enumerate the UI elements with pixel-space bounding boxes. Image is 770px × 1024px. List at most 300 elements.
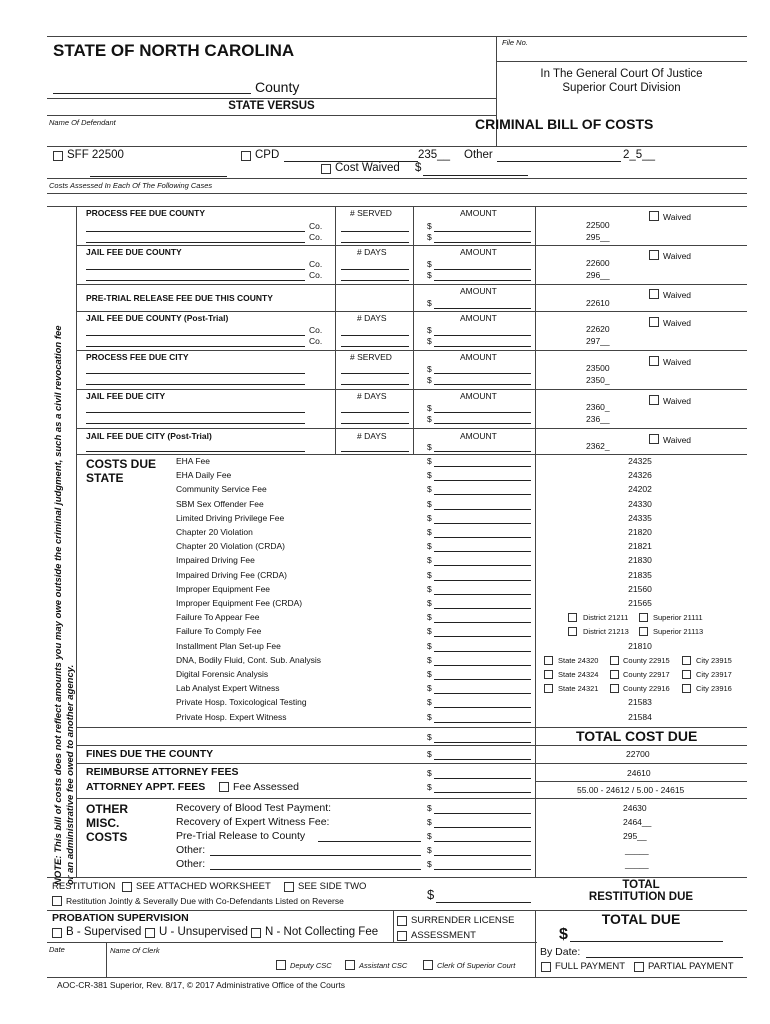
- pretrial-release-label: Pre-Trial Release to County: [176, 830, 306, 842]
- dollar-sign: $: [427, 498, 432, 509]
- fee-code: 236__: [586, 414, 610, 424]
- dollar-sign: $: [427, 221, 432, 231]
- full-payment-label: FULL PAYMENT: [555, 961, 626, 972]
- state-cost-amount-input[interactable]: [434, 494, 531, 495]
- date-label: Date: [49, 945, 65, 954]
- total-due-divider: [535, 910, 536, 977]
- state-cost-code: 24325: [628, 456, 652, 466]
- dollar-sign: $: [427, 414, 432, 424]
- total-cost-input[interactable]: [434, 742, 531, 743]
- dna-state-checkbox[interactable]: [544, 656, 553, 665]
- served-header: # SERVED: [350, 208, 392, 218]
- state-cost-code: 21821: [628, 541, 652, 552]
- dollar-sign: $: [427, 654, 432, 665]
- fee-code: 22500: [586, 220, 610, 230]
- total-due-label: TOTAL DUE: [601, 911, 681, 927]
- dollar-sign: $: [427, 364, 432, 374]
- dollar-sign: $: [427, 803, 432, 813]
- state-cost-label: Failure To Comply Fee: [176, 626, 262, 637]
- dollar-sign: $: [427, 541, 432, 552]
- appt-fees-input[interactable]: [434, 792, 531, 793]
- state-cost-label: Failure To Appear Fee: [176, 612, 260, 623]
- court-line-2: Superior Court Division: [562, 82, 681, 94]
- lab-state-label: State 24321: [558, 684, 599, 693]
- process-city-title: PROCESS FEE DUE CITY: [86, 352, 189, 362]
- state-cost-code: 24326: [628, 470, 652, 481]
- days-input-1[interactable]: [341, 269, 409, 270]
- row-line: [76, 454, 747, 455]
- state-cost-amount-input[interactable]: [434, 509, 531, 510]
- sff-checkbox[interactable]: [53, 151, 63, 161]
- state-cost-amount-input[interactable]: [434, 523, 531, 524]
- fee-assessed-checkbox[interactable]: [219, 782, 229, 792]
- co-label: Co.: [309, 221, 323, 231]
- file-no-label: File No.: [502, 38, 528, 47]
- worksheet-label: SEE ATTACHED WORKSHEET: [136, 881, 271, 892]
- state-cost-code: 21810: [628, 640, 652, 651]
- unsupervised-label: U - Unsupervised: [159, 926, 248, 938]
- amount-header: AMOUNT: [460, 286, 497, 296]
- total-due-dollar: $: [559, 926, 568, 943]
- state-cost-code: 21583: [628, 697, 652, 708]
- served-input-2[interactable]: [341, 384, 409, 385]
- amount-input[interactable]: [434, 346, 531, 347]
- state-cost-label: Digital Forensic Analysis: [176, 669, 269, 679]
- state-cost-amount-input[interactable]: [434, 608, 531, 609]
- jail-city-post-input[interactable]: [86, 451, 305, 452]
- probation-title: PROBATION SUPERVISION: [52, 912, 189, 924]
- row-line: [47, 193, 747, 194]
- dollar-sign: $: [427, 232, 432, 242]
- by-date-label: By Date:: [540, 946, 581, 958]
- state-cost-amount-input[interactable]: [434, 480, 531, 481]
- lab-county-checkbox[interactable]: [610, 684, 619, 693]
- bottom-line: [47, 977, 747, 978]
- clerk-superior-checkbox[interactable]: [423, 960, 433, 970]
- digital-county-label: County 22917: [623, 670, 670, 679]
- state-cost-code: 21584: [628, 711, 652, 722]
- amount-header: AMOUNT: [460, 431, 497, 441]
- dollar-sign: $: [427, 325, 432, 335]
- waived-checkbox[interactable]: [649, 289, 659, 299]
- partial-payment-checkbox[interactable]: [634, 962, 644, 972]
- process-county-title: PROCESS FEE DUE COUNTY: [86, 208, 206, 218]
- fta-district-checkbox[interactable]: [568, 613, 577, 622]
- cost-waived-input[interactable]: [423, 175, 528, 176]
- fee-code: 22620: [586, 324, 610, 334]
- fee-code: 22610: [586, 298, 610, 308]
- state-cost-label: EHA Fee: [176, 456, 211, 466]
- fines-code: 22700: [626, 749, 650, 759]
- dollar-sign: $: [427, 845, 432, 855]
- state-title: STATE OF NORTH CAROLINA: [53, 41, 295, 60]
- cost-waived-checkbox[interactable]: [321, 164, 331, 174]
- lab-county-label: County 22916: [623, 684, 670, 693]
- dollar-sign: $: [427, 711, 432, 722]
- days-input-2[interactable]: [341, 346, 409, 347]
- unsupervised-checkbox[interactable]: [145, 928, 155, 938]
- surrender-checkbox[interactable]: [397, 916, 407, 926]
- amount-input[interactable]: [434, 231, 531, 232]
- dna-city-label: City 23915: [696, 656, 732, 665]
- other-2-code: _____: [625, 859, 649, 869]
- amount-input[interactable]: [434, 423, 531, 424]
- state-cost-label: Chapter 20 Violation (CRDA): [176, 541, 285, 552]
- full-payment-checkbox[interactable]: [541, 962, 551, 972]
- row-line: [76, 350, 747, 351]
- assessment-checkbox[interactable]: [397, 931, 407, 941]
- state-cost-label: Lab Analyst Expert Witness: [176, 683, 280, 694]
- supervised-checkbox[interactable]: [52, 928, 62, 938]
- jail-county-input-2[interactable]: [86, 280, 305, 281]
- waived-checkbox[interactable]: [649, 395, 659, 405]
- jail-county-title: JAIL FEE DUE COUNTY: [86, 247, 182, 257]
- state-cost-label: EHA Daily Fee: [176, 470, 232, 481]
- dollar-sign: $: [427, 512, 432, 523]
- other-1-desc-input[interactable]: [210, 855, 421, 856]
- jail-city-input-1[interactable]: [86, 412, 305, 413]
- clerk-superior-label: Clerk Of Superior Court: [437, 961, 516, 970]
- state-cost-amount-input[interactable]: [434, 565, 531, 566]
- dollar-sign: $: [427, 583, 432, 594]
- state-cost-amount-input[interactable]: [434, 722, 531, 723]
- waived-checkbox[interactable]: [649, 356, 659, 366]
- assistant-checkbox[interactable]: [345, 960, 355, 970]
- served-header: # SERVED: [350, 352, 392, 362]
- days-header: # DAYS: [357, 391, 387, 401]
- served-input-2[interactable]: [341, 242, 409, 243]
- state-cost-amount-input[interactable]: [434, 594, 531, 595]
- pretrial-release-input[interactable]: [434, 841, 531, 842]
- dollar-sign: $: [427, 442, 432, 452]
- dollar-sign: $: [427, 669, 432, 679]
- lab-city-label: City 23916: [696, 684, 732, 693]
- ftc-district-checkbox[interactable]: [568, 627, 577, 636]
- process-city-input-2[interactable]: [86, 384, 305, 385]
- jail-post-input-2[interactable]: [86, 346, 305, 347]
- defendant-label: Name Of Defendant: [49, 118, 116, 127]
- sff-input[interactable]: [90, 176, 227, 177]
- row-line: [76, 428, 747, 429]
- form-id: AOC-CR-381 Superior, Rev. 8/17, © 2017 Administrative Office of the Courts: [57, 980, 345, 990]
- deputy-label: Deputy CSC: [290, 961, 332, 970]
- dollar-sign: $: [427, 403, 432, 413]
- ftc-superior-label: Superior 21113: [653, 627, 704, 636]
- header-line: [47, 98, 496, 99]
- state-cost-label: Private Hosp. Toxicological Testing: [176, 697, 307, 708]
- header-line: [47, 115, 496, 116]
- total-due-input[interactable]: [570, 941, 723, 942]
- days-header: # DAYS: [357, 313, 387, 323]
- amount-header: AMOUNT: [460, 313, 497, 323]
- dollar-sign: $: [427, 683, 432, 694]
- row-line: [76, 745, 747, 746]
- row-line: [76, 284, 747, 285]
- state-cost-label: DNA, Bodily Fluid, Cont. Sub. Analysis: [176, 654, 322, 665]
- days-input-2[interactable]: [341, 423, 409, 424]
- surrender-label: SURRENDER LICENSE: [411, 915, 515, 926]
- co-label: Co.: [309, 232, 323, 242]
- row-line: [76, 311, 747, 312]
- pretrial-county-title: PRE-TRIAL RELEASE FEE DUE THIS COUNTY: [86, 293, 273, 303]
- not-collecting-label: N - Not Collecting Fee: [265, 926, 379, 938]
- dna-state-label: State 24320: [558, 656, 599, 665]
- amount-input[interactable]: [434, 412, 531, 413]
- fines-input[interactable]: [434, 759, 531, 760]
- code-column-divider: [535, 206, 536, 877]
- digital-state-label: State 24324: [558, 670, 599, 679]
- state-cost-amount-input[interactable]: [434, 636, 531, 637]
- cases-label: Costs Assessed In Each Of The Following Cases: [49, 181, 213, 190]
- waived-label: Waived: [663, 396, 692, 406]
- side-two-checkbox[interactable]: [284, 882, 294, 892]
- cpd-label: CPD: [255, 149, 280, 161]
- dollar-sign: $: [427, 859, 432, 869]
- appt-fees-label: ATTORNEY APPT. FEES: [86, 781, 206, 793]
- pretrial-release-county-input[interactable]: [318, 841, 421, 842]
- days-input-1[interactable]: [341, 412, 409, 413]
- state-cost-amount-input[interactable]: [434, 651, 531, 652]
- dollar-sign: $: [427, 259, 432, 269]
- waived-label: Waived: [663, 357, 692, 367]
- jail-county-input-1[interactable]: [86, 269, 305, 270]
- amount-input[interactable]: [434, 269, 531, 270]
- row-line: [76, 763, 747, 764]
- cpd-checkbox[interactable]: [241, 151, 251, 161]
- waived-label: Waived: [663, 212, 692, 222]
- sff-label: SFF 22500: [67, 149, 124, 161]
- county-label: County: [255, 79, 300, 95]
- deputy-checkbox[interactable]: [276, 960, 286, 970]
- blood-test-input[interactable]: [434, 813, 531, 814]
- expert-witness-label: Recovery of Expert Witness Fee:: [176, 816, 330, 828]
- fee-code: 296__: [586, 270, 610, 280]
- dollar-sign: $: [427, 456, 432, 466]
- dollar-sign: $: [427, 768, 432, 778]
- waived-checkbox[interactable]: [649, 211, 659, 221]
- dollar-sign: $: [427, 640, 432, 651]
- jointly-checkbox[interactable]: [52, 896, 62, 906]
- dollar-sign: $: [427, 732, 432, 742]
- other-2-desc-input[interactable]: [210, 869, 421, 870]
- waived-label: Waived: [663, 435, 692, 445]
- side-note: NOTE: This bill of costs does not reflect amounts you may owe outside the criminal judgment, such as a civil revocation fee or an administrative fee owed to another agency.: [53, 325, 76, 885]
- dna-county-checkbox[interactable]: [610, 656, 619, 665]
- dollar-sign: $: [427, 697, 432, 708]
- fta-superior-checkbox[interactable]: [639, 613, 648, 622]
- days-input-2[interactable]: [341, 280, 409, 281]
- fee-code: 2360_: [586, 402, 610, 412]
- amount-input[interactable]: [434, 242, 531, 243]
- served-input-1[interactable]: [341, 373, 409, 374]
- served-input-1[interactable]: [341, 231, 409, 232]
- top-border: [47, 36, 747, 37]
- row-line: [76, 245, 747, 246]
- row-line: [535, 781, 747, 782]
- fee-code: 297__: [586, 336, 610, 346]
- cpd-code: 235__: [418, 149, 450, 161]
- state-cost-code: 21835: [628, 569, 652, 580]
- co-label: Co.: [309, 270, 323, 280]
- partial-payment-label: PARTIAL PAYMENT: [648, 961, 734, 972]
- dollar-sign: $: [427, 598, 432, 608]
- state-cost-code: 21560: [628, 583, 652, 594]
- fta-district-label: District 21211: [583, 613, 629, 622]
- days-header: # DAYS: [357, 247, 387, 257]
- other-input[interactable]: [497, 161, 621, 162]
- header-bottom: [47, 146, 747, 147]
- dollar-sign: $: [427, 298, 432, 308]
- amount-input[interactable]: [434, 384, 531, 385]
- amount-input[interactable]: [434, 280, 531, 281]
- digital-state-checkbox[interactable]: [544, 670, 553, 679]
- state-cost-label: Chapter 20 Violation: [176, 527, 253, 537]
- table-bottom: [47, 877, 747, 878]
- dna-county-label: County 22915: [623, 656, 670, 665]
- state-cost-amount-input[interactable]: [434, 707, 531, 708]
- not-collecting-checkbox[interactable]: [251, 928, 261, 938]
- amount-input[interactable]: [434, 373, 531, 374]
- state-cost-label: Limited Driving Privilege Fee: [176, 512, 285, 523]
- jail-post-input-1[interactable]: [86, 335, 305, 336]
- other-2-input[interactable]: [434, 869, 531, 870]
- state-cost-label: Installment Plan Set-up Fee: [176, 640, 281, 651]
- process-county-input-1[interactable]: [86, 231, 305, 232]
- dollar-sign: $: [427, 270, 432, 280]
- cost-waived-label: Cost Waived: [335, 162, 400, 174]
- fee-code: 22600: [586, 258, 610, 268]
- amount-header: AMOUNT: [460, 208, 497, 218]
- dollar-sign: $: [427, 375, 432, 385]
- dollar-sign: $: [427, 470, 432, 481]
- supervised-label: B - Supervised: [66, 926, 142, 938]
- row-line: [76, 389, 747, 390]
- by-date-input[interactable]: [586, 957, 743, 958]
- waived-checkbox[interactable]: [649, 317, 659, 327]
- ftc-superior-checkbox[interactable]: [639, 627, 648, 636]
- other-1-label: Other:: [176, 844, 206, 856]
- dollar-sign: $: [427, 626, 432, 637]
- dollar-sign: $: [427, 569, 432, 580]
- state-cost-label: SBM Sex Offender Fee: [176, 498, 264, 509]
- digital-city-checkbox[interactable]: [682, 670, 691, 679]
- expert-witness-input[interactable]: [434, 827, 531, 828]
- other-1-code: _____: [625, 845, 649, 855]
- row-line: [76, 798, 747, 799]
- dollar-sign: $: [427, 612, 432, 623]
- days-header: # DAYS: [357, 431, 387, 441]
- worksheet-checkbox[interactable]: [122, 882, 132, 892]
- amount-input[interactable]: [434, 308, 531, 309]
- days-input-1[interactable]: [341, 335, 409, 336]
- restitution-total-label: TOTAL RESTITUTION DUE: [588, 879, 694, 903]
- lab-city-checkbox[interactable]: [682, 684, 691, 693]
- state-cost-code: 21830: [628, 555, 652, 566]
- co-label: Co.: [309, 325, 323, 335]
- waived-checkbox[interactable]: [649, 250, 659, 260]
- state-cost-code: 24202: [628, 484, 652, 495]
- restitution-input[interactable]: [436, 902, 531, 903]
- reimburse-input[interactable]: [434, 778, 531, 779]
- other-2-label: Other:: [176, 858, 206, 870]
- fines-county-label: FINES DUE THE COUNTY: [86, 748, 214, 760]
- state-cost-amount-input[interactable]: [434, 537, 531, 538]
- dollar-sign: $: [427, 817, 432, 827]
- amount-header: AMOUNT: [460, 391, 497, 401]
- side-two-label: SEE SIDE TWO: [298, 881, 367, 892]
- jail-county-post-title: JAIL FEE DUE COUNTY (Post-Trial): [86, 313, 229, 323]
- jointly-label: Restitution Jointly & Severally Due with Co-Defendants Listed on Reverse: [66, 896, 344, 906]
- state-cost-amount-input[interactable]: [434, 622, 531, 623]
- state-cost-label: Private Hosp. Expert Witness: [176, 711, 287, 722]
- state-cost-amount-input[interactable]: [434, 466, 531, 467]
- fta-superior-label: Superior 21111: [653, 613, 703, 622]
- amount-column-divider: [413, 206, 414, 454]
- state-cost-code: 24335: [628, 512, 652, 523]
- state-cost-label: Improper Equipment Fee (CRDA): [176, 598, 303, 608]
- state-cost-label: Impaired Driving Fee: [176, 555, 255, 566]
- reimburse-label: REIMBURSE ATTORNEY FEES: [86, 766, 239, 778]
- header-line: [496, 61, 747, 62]
- waived-label: Waived: [663, 251, 692, 261]
- dollar-sign: $: [427, 749, 432, 759]
- costs-due-state-title: COSTS DUE STATE: [86, 457, 157, 485]
- state-cost-amount-input[interactable]: [434, 679, 531, 680]
- dollar-sign: $: [427, 555, 432, 566]
- amount-input[interactable]: [434, 335, 531, 336]
- process-city-input-1[interactable]: [86, 373, 305, 374]
- cost-waived-dollar: $: [415, 162, 422, 174]
- dollar-sign: $: [427, 782, 432, 792]
- court-line-1: In The General Court Of Justice: [540, 68, 703, 80]
- jail-city-input-2[interactable]: [86, 423, 305, 424]
- blood-test-label: Recovery of Blood Test Payment:: [176, 802, 332, 814]
- count-column-divider: [335, 206, 336, 454]
- state-versus: STATE VERSUS: [228, 100, 315, 112]
- county-input[interactable]: [53, 93, 251, 94]
- process-county-input-2[interactable]: [86, 242, 305, 243]
- amount-header: AMOUNT: [460, 352, 497, 362]
- probation-divider: [393, 910, 394, 942]
- assessment-label: ASSESSMENT: [411, 930, 476, 941]
- other-1-input[interactable]: [434, 855, 531, 856]
- row-line: [47, 178, 747, 179]
- fee-assessed-label: Fee Assessed: [233, 781, 299, 793]
- state-cost-amount-input[interactable]: [434, 693, 531, 694]
- state-cost-amount-input[interactable]: [434, 665, 531, 666]
- co-label: Co.: [309, 259, 323, 269]
- reimburse-code: 24610: [627, 768, 651, 778]
- state-cost-amount-input[interactable]: [434, 551, 531, 552]
- waived-checkbox[interactable]: [649, 434, 659, 444]
- state-cost-code: 21820: [628, 527, 652, 537]
- ftc-district-label: District 21213: [583, 627, 629, 636]
- fee-code: 2350_: [586, 375, 610, 385]
- pretrial-release-code: 295__: [623, 831, 647, 841]
- row-line: [47, 942, 537, 943]
- amount-input[interactable]: [434, 451, 531, 452]
- restitution-label: RESTITUTION: [52, 881, 116, 892]
- state-cost-amount-input[interactable]: [434, 580, 531, 581]
- state-cost-code: 21565: [628, 598, 652, 608]
- amount-header: AMOUNT: [460, 247, 497, 257]
- state-cost-code: 24330: [628, 498, 652, 509]
- dna-city-checkbox[interactable]: [682, 656, 691, 665]
- days-input[interactable]: [341, 451, 409, 452]
- lab-state-checkbox[interactable]: [544, 684, 553, 693]
- dollar-sign: $: [427, 527, 432, 537]
- digital-county-checkbox[interactable]: [610, 670, 619, 679]
